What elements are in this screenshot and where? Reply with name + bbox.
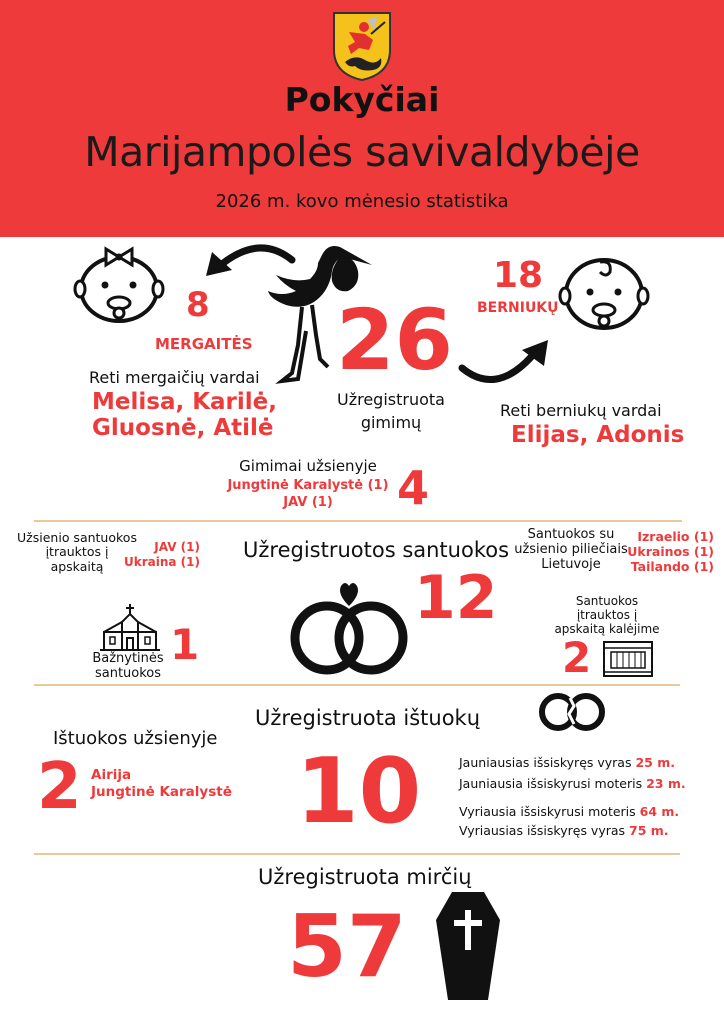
prison-icon: [603, 638, 653, 678]
citizens-marriages-title-line3: Lietuvoje: [541, 556, 601, 572]
births-abroad-count: 4: [397, 461, 430, 515]
girls-label: MERGAITĖS: [155, 335, 253, 353]
divorce-fact-value: 64 m.: [639, 804, 680, 819]
wedding-rings-icon: [285, 578, 413, 678]
divorces-abroad-count: 2: [37, 750, 82, 824]
baby-boy-icon: [556, 250, 652, 334]
births-abroad-title: Gimimai užsienyje: [239, 457, 377, 475]
divorces-abroad-line2: Jungtinė Karalystė: [91, 784, 232, 800]
church-marriages-label-line2: santuokos: [94, 665, 162, 681]
curved-arrow-left-icon: [200, 238, 296, 284]
baby-girl-icon: [72, 243, 166, 325]
divorce-fact-value: 75 m.: [629, 823, 669, 838]
broken-rings-icon: [536, 690, 608, 734]
church-marriages-count: 1: [170, 620, 200, 669]
divorce-fact-row: [459, 804, 679, 819]
deaths-title: Užregistruota mirčių: [258, 865, 472, 889]
divorce-fact-row: [459, 823, 669, 838]
section-divider: [34, 684, 680, 686]
coffin-icon: [434, 890, 502, 1002]
divorces-abroad-title: Ištuokos užsienyje: [53, 728, 218, 749]
citizens-marriages-line3: Tailando (1): [630, 559, 714, 574]
divorce-fact-value: 23 m.: [646, 776, 686, 791]
divorces-abroad-line1: Airija: [91, 767, 132, 783]
coat-of-arms-icon: [331, 10, 393, 82]
rare-girls-names-line1: Melisa, Karilė,: [92, 389, 277, 415]
foreign-marriages-title-line1: Užsienio santuokos: [17, 530, 137, 545]
marriages-total: 12: [414, 563, 498, 633]
divorce-fact-row: [459, 776, 686, 791]
page-subtitle: Marijampolės savivaldybėje: [84, 128, 640, 176]
citizens-marriages-line2: Ukrainos (1): [627, 544, 714, 559]
births-total: 26: [336, 291, 453, 389]
divorce-fact-label: Jauniausias išsiskyręs vyras: [459, 755, 636, 770]
rare-boys-title: Reti berniukų vardai: [500, 401, 662, 420]
divorces-title: Užregistruota ištuokų: [255, 706, 481, 730]
divorce-fact-label: Jauniausia išsiskyrusi moteris: [459, 776, 647, 791]
citizens-marriages-title: [512, 528, 630, 573]
section-divider: [34, 853, 680, 855]
foreign-marriages-title-line3: apskaitą: [50, 558, 104, 574]
boys-label: BERNIUKŲ: [477, 300, 559, 316]
prison-marriages-label-line2: įtrauktos į: [576, 607, 638, 622]
deaths-total: 57: [287, 897, 407, 997]
divorces-total: 10: [296, 739, 422, 844]
page-title: Pokyčiai: [284, 80, 440, 119]
citizens-marriages-line1: Izraelio (1): [637, 529, 714, 544]
prison-marriages-label-line1: Santuokos: [575, 594, 639, 608]
divorce-fact-label: Vyriausia išsiskyrusi moteris: [459, 804, 640, 819]
foreign-marriages-line2: Ukraina (1): [124, 555, 200, 569]
section-divider: [34, 520, 682, 522]
boys-count: 18: [493, 255, 544, 296]
rare-girls-title: Reti mergaičių vardai: [89, 368, 260, 387]
births-total-label-2: gimimų: [360, 413, 422, 432]
rare-girls-names-line2: Gluosnė, Atilė: [92, 415, 274, 441]
curved-arrow-right-icon: [456, 336, 552, 388]
prison-marriages-count: 2: [562, 633, 592, 682]
period-label: 2026 m. kovo mėnesio statistika: [215, 191, 509, 212]
citizens-marriages-title-line2: užsienio piliečiais: [514, 541, 628, 557]
divorce-fact-row: [459, 755, 675, 770]
church-marriages-label: [80, 652, 176, 682]
births-total-label-1: Užregistruota: [337, 390, 445, 409]
girls-count: 8: [186, 285, 210, 325]
rare-boys-names: Elijas, Adonis: [511, 422, 685, 448]
divorce-fact-value: 25 m.: [635, 755, 675, 770]
births-abroad-line2: JAV (1): [283, 495, 333, 510]
church-marriages-label-line1: Bažnytinės: [92, 651, 164, 666]
citizens-marriages-title-line1: Santuokos su: [527, 527, 615, 542]
foreign-marriages-title-line2: įtrauktos į: [45, 544, 109, 560]
prison-marriages-label-line3: apskaitą kalėjime: [554, 621, 660, 636]
foreign-marriages-line1: JAV (1): [154, 540, 200, 554]
church-icon: [100, 604, 160, 652]
marriages-title: Užregistruotos santuokos: [243, 538, 510, 562]
divorce-fact-label: Vyriausias išsiskyręs vyras: [459, 823, 630, 838]
prison-marriages-label: [552, 595, 662, 636]
births-abroad-line1: Jungtinė Karalystė (1): [227, 478, 389, 493]
